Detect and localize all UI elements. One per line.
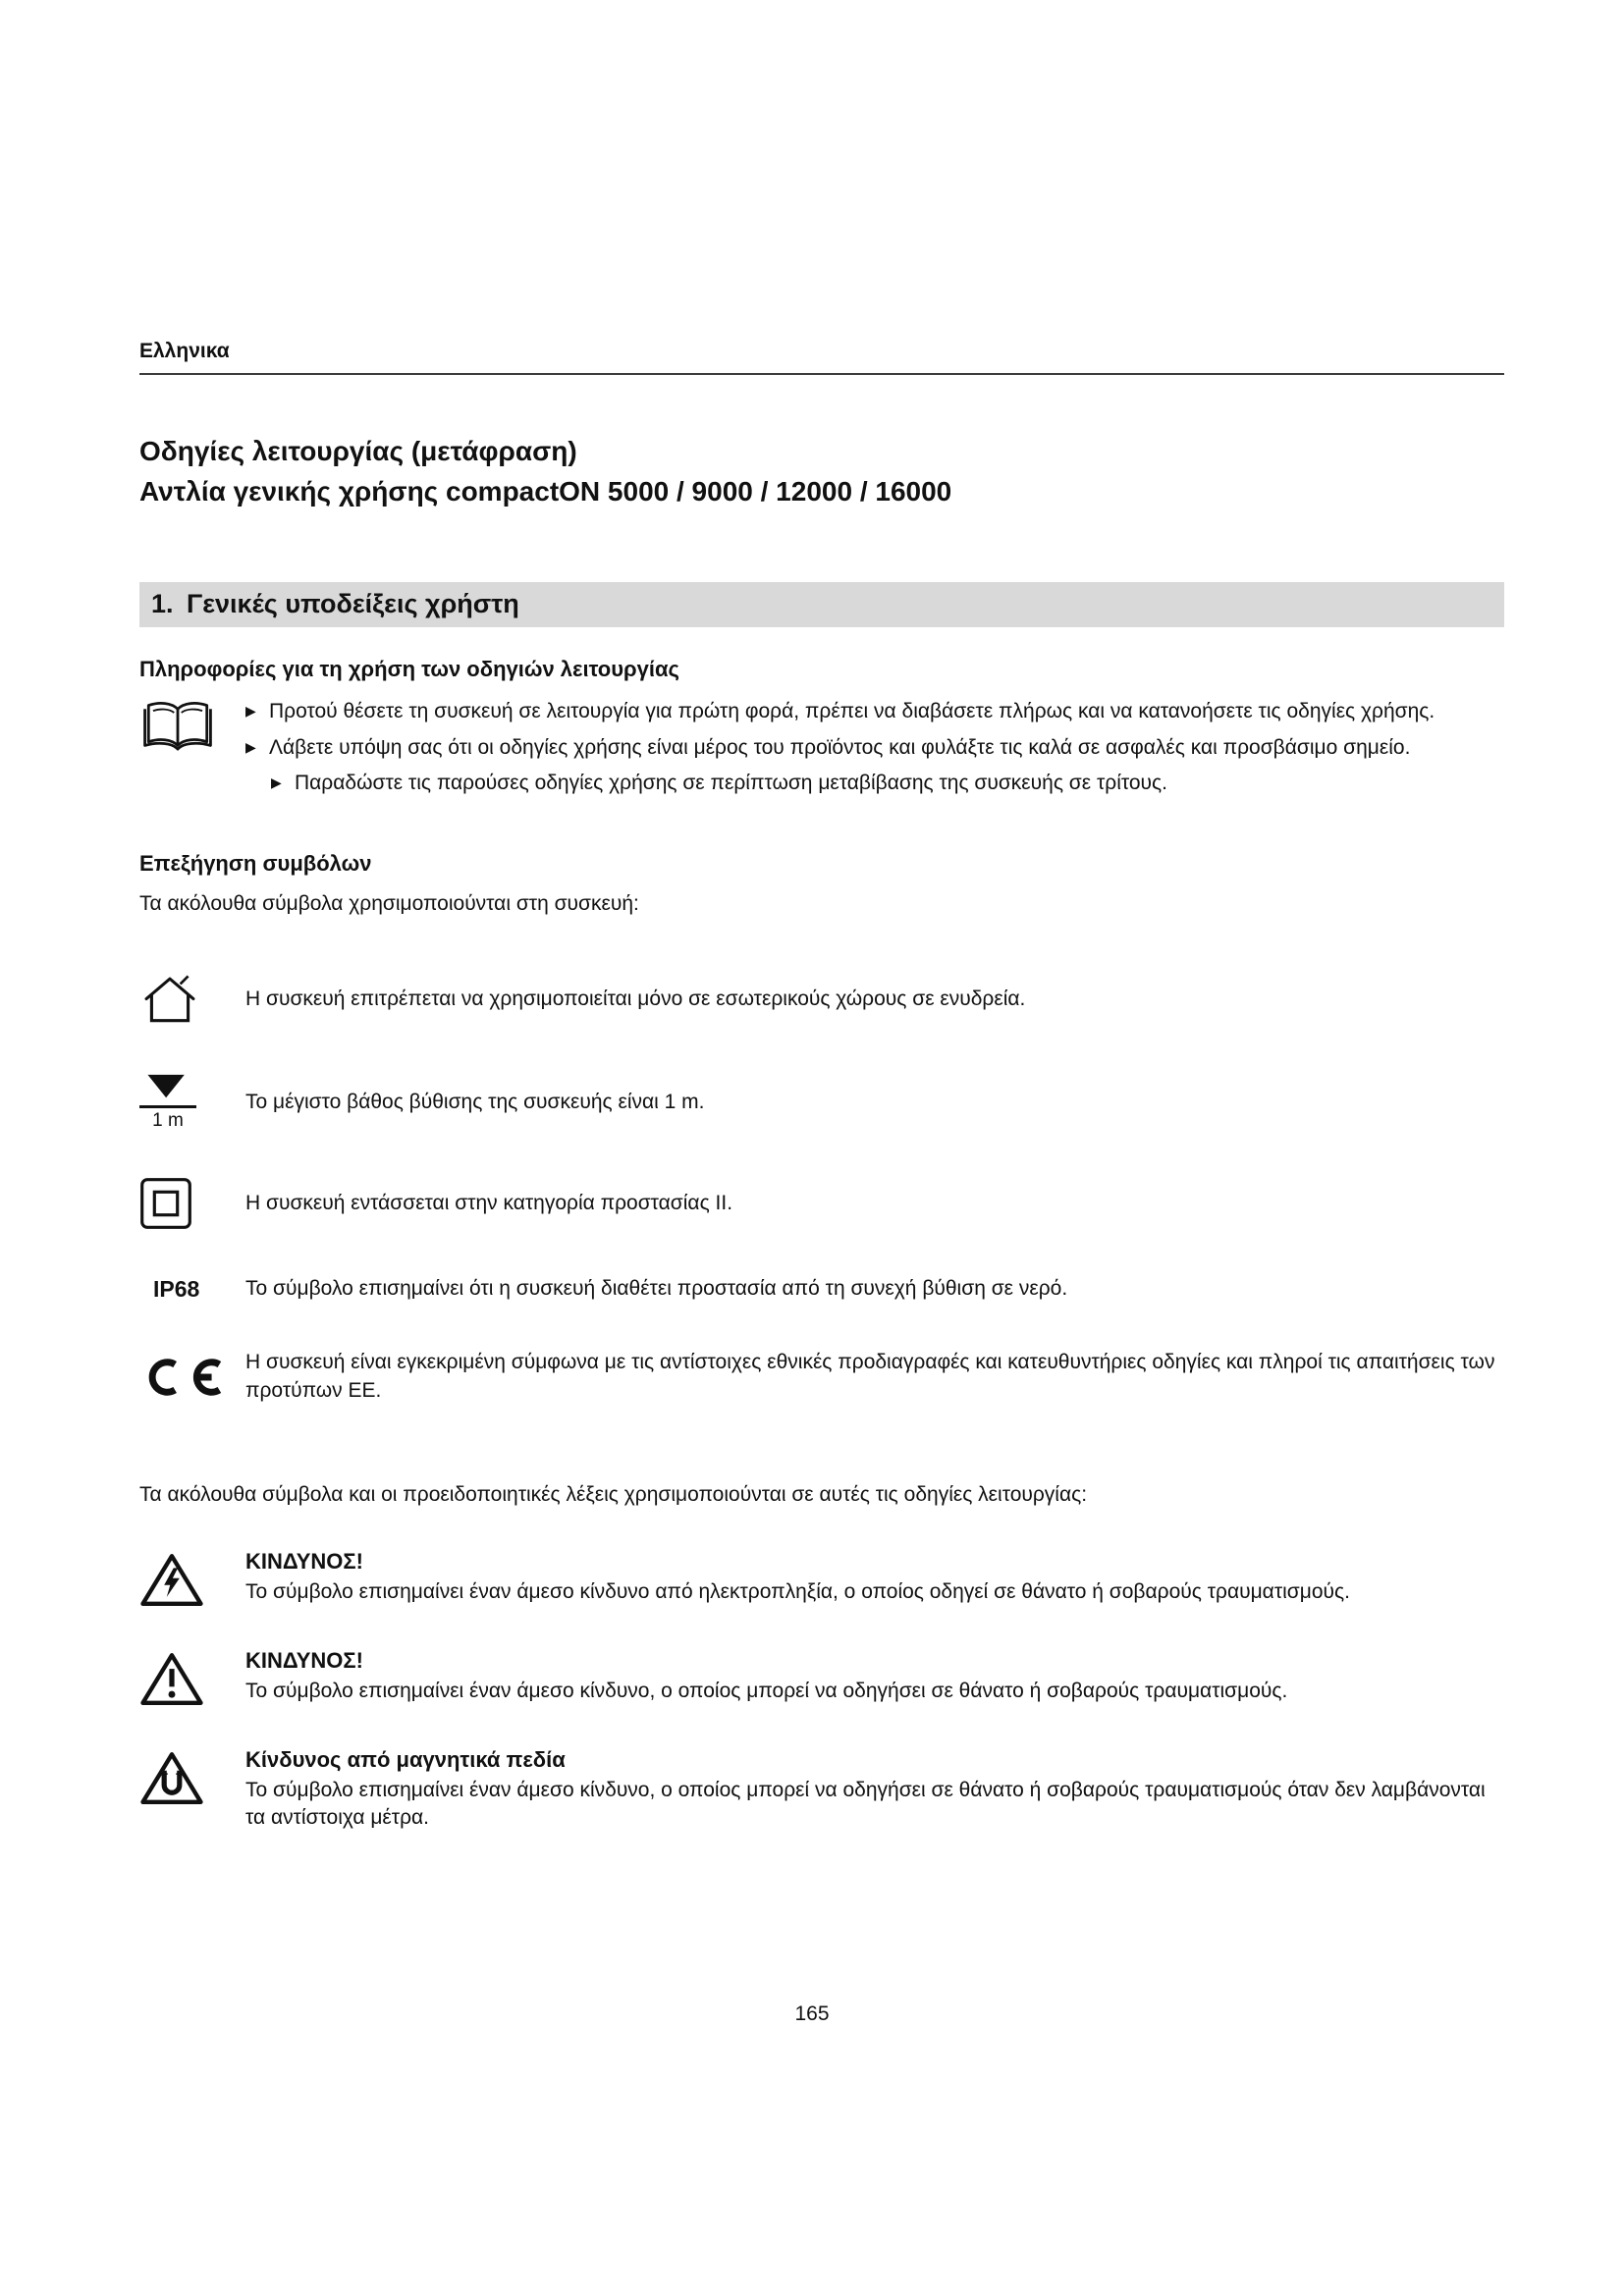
list-item-nested	[271, 770, 1504, 798]
ce-mark-icon	[139, 1358, 245, 1397]
warning-body	[245, 1549, 1504, 1609]
general-danger-icon	[139, 1648, 245, 1708]
bullet-arrow-icon: ▶	[245, 703, 256, 720]
warning-text: Το σύμβολο επισημαίνει έναν άμεσο κίνδυνο από ηλεκτροπληξία, ο οποίος οδηγεί σε θάνατο ή σοβαρούς τραυματισμούς.	[245, 1579, 1350, 1603]
section-number: 1.	[151, 589, 174, 619]
protection-class-2-icon	[139, 1177, 245, 1230]
manual-book-icon	[139, 698, 245, 806]
usage-info-bullets	[245, 698, 1504, 806]
water-line	[139, 1105, 196, 1108]
page-content	[139, 340, 1504, 1833]
symbol-text: Το μέγιστο βάθος βύθισης της συσκευής είναι 1 m.	[245, 1090, 705, 1113]
symbol-row-submersion-depth	[139, 1072, 1504, 1132]
bullet-arrow-icon: ▶	[271, 774, 282, 791]
symbol-row-ip68	[139, 1275, 1504, 1304]
symbol-text: Η συσκευή επιτρέπεται να χρησιμοποιείται μόνο σε εσωτερικούς χώρους σε ενυδρεία.	[245, 987, 1026, 1010]
page-number: 165	[794, 2002, 830, 2025]
section-heading-text: Γενικές υποδείξεις χρήστη	[187, 589, 519, 619]
warning-row-electric	[139, 1549, 1504, 1609]
warning-text: Το σύμβολο επισημαίνει έναν άμεσο κίνδυνο, ο οποίος μπορεί να οδηγήσει σε θάνατο ή σοβαρούς τραυματισμούς.	[245, 1679, 1288, 1702]
bullet-text: Προτού θέσετε τη συσκευή σε λειτουργία για πρώτη φορά, πρέπει να διαβάσετε πλήρως και να κατανοήσετε τις οδηγίες χρήσης.	[269, 700, 1435, 723]
list-item	[245, 698, 1504, 726]
title-line-2: Αντλία γενικής χρήσης compactON 5000 / 9000 / 12000 / 16000	[139, 475, 952, 507]
symbol-text: Το σύμβολο επισημαίνει ότι η συσκευή διαθέτει προστασία από τη συνεχή βύθιση σε νερό.	[245, 1277, 1068, 1301]
symbol-row-protection-class	[139, 1177, 1504, 1230]
submersion-depth-icon	[139, 1072, 245, 1132]
house-icon	[139, 971, 245, 1027]
ip68-label: IP68	[153, 1276, 200, 1303]
warning-row-general	[139, 1648, 1504, 1708]
warning-title: ΚΙΝΔΥΝΟΣ!	[245, 1647, 363, 1673]
symbols-intro: Τα ακόλουθα σύμβολα χρησιμοποιούνται στη συσκευή:	[139, 891, 639, 915]
depth-label: 1 m	[152, 1110, 184, 1132]
warning-title: Κίνδυνος από μαγνητικά πεδία	[245, 1746, 566, 1772]
symbol-row-ce	[139, 1349, 1504, 1405]
warnings-intro: Τα ακόλουθα σύμβολα και οι προειδοποιητικές λέξεις χρησιμοποιούνται σε αυτές τις οδηγίες λειτουργίας:	[139, 1483, 1088, 1507]
magnetic-field-danger-icon	[139, 1747, 245, 1833]
bullet-text: Παραδώστε τις παρούσες οδηγίες χρήσης σε περίπτωση μεταβίβασης της συσκευής σε τρίτους.	[295, 772, 1167, 795]
warning-body	[245, 1747, 1504, 1833]
bullet-text: Λάβετε υπόψη σας ότι οι οδηγίες χρήσης είναι μέρος του προϊόντος και φυλάξτε τις καλά σε ασφαλές και προσβάσιμο σημείο.	[269, 735, 1411, 759]
warning-body	[245, 1648, 1504, 1708]
bullet-arrow-icon: ▶	[245, 738, 256, 755]
symbol-text: Η συσκευή εντάσσεται στην κατηγορία προστασίας II.	[245, 1192, 733, 1215]
list-item	[245, 734, 1504, 763]
electric-shock-danger-icon	[139, 1549, 245, 1609]
symbol-row-indoor-use	[139, 971, 1504, 1027]
warning-title: ΚΙΝΔΥΝΟΣ!	[245, 1548, 363, 1574]
usage-info-block	[139, 698, 1504, 806]
symbol-text: Η συσκευή είναι εγκεκριμένη σύμφωνα με τις αντίστοιχες εθνικές προδιαγραφές και κατευθυντήριες οδηγίες και πληροί τις απαιτήσεις των προτύπων ΕΕ.	[245, 1351, 1495, 1402]
warning-row-magnetic	[139, 1747, 1504, 1833]
page-title	[139, 432, 1504, 511]
section-heading-bar	[139, 582, 1504, 627]
language-label: Ελληνικα	[139, 340, 1504, 375]
warning-text: Το σύμβολο επισημαίνει έναν άμεσο κίνδυνο, ο οποίος μπορεί να οδηγήσει σε θάνατο ή σοβαρούς τραυματισμούς όταν δεν λαμβάνονται τα αντίστοιχα μέτρα.	[245, 1778, 1486, 1830]
usage-info-heading: Πληροφορίες για τη χρήση των οδηγιών λειτουργίας	[139, 657, 679, 682]
symbols-heading: Επεξήγηση συμβόλων	[139, 850, 372, 876]
title-line-1: Οδηγίες λειτουργίας (μετάφραση)	[139, 436, 577, 466]
